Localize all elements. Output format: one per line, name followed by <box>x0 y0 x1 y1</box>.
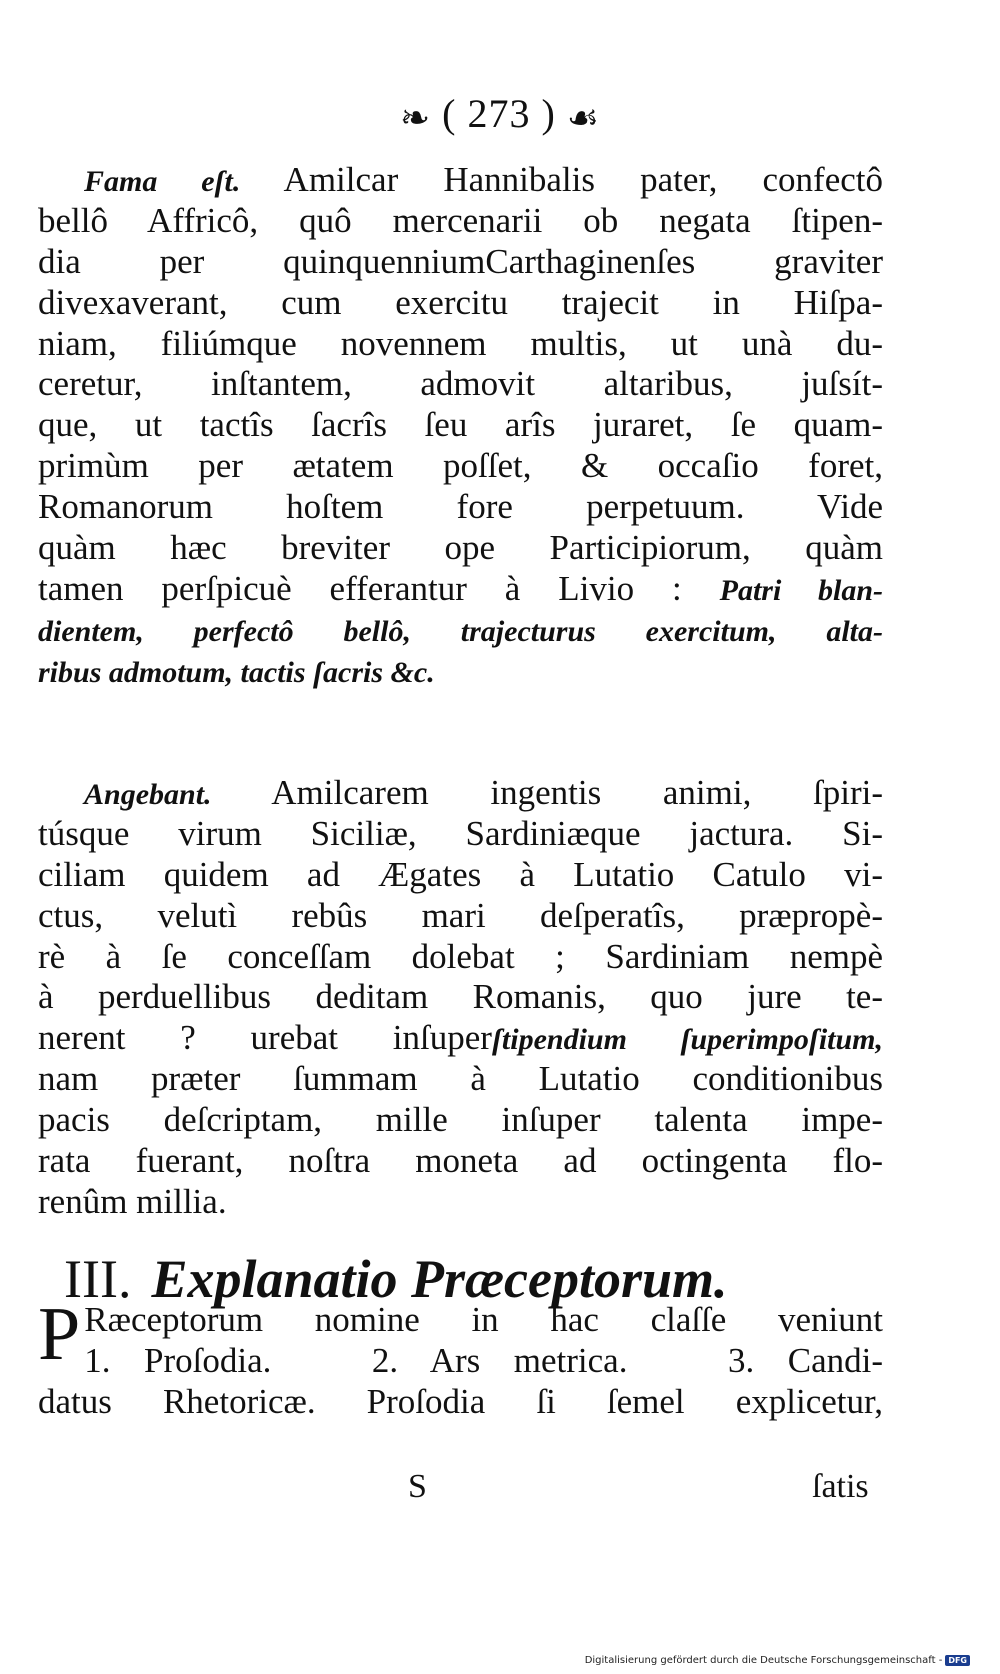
page-header: ❧ ( 273 ) ☙ <box>399 91 601 138</box>
text-line: quàm hæc breviter ope Participiorum, quàm <box>38 528 883 568</box>
text-line: 1. Proſodia. 2. Ars metrica. 3. Candi- <box>84 1340 883 1380</box>
left-ornament-icon: ❧ <box>399 97 432 138</box>
paragraph-praeceptorum <box>38 1292 883 1423</box>
text-line: Angebant. Amilcarem ingentis animi, ſpiri- <box>84 773 883 812</box>
paragraph-lead: Angebant. <box>84 778 212 811</box>
paragraph-fama-est <box>38 160 883 692</box>
right-ornament-icon: ☙ <box>566 97 601 138</box>
text-line: primùm per ætatem poſſet, & occaſio foret, <box>38 446 883 486</box>
text-line: ciliam quidem ad Ægates à Lutatio Catulo vi- <box>38 854 883 894</box>
dfg-logo-icon: DFG <box>945 1655 970 1666</box>
text-line: dia per quinquenniumCarthaginenſes graviter <box>38 241 883 281</box>
text-line: dientem, perfectô bellô, trajecturus exercitum, alta- <box>38 614 883 648</box>
text-line: túsque virum Siciliæ, Sardiniæque jactura. Si- <box>38 813 883 853</box>
text-line: Ræceptorum nomine in hac claſſe veniunt <box>84 1300 883 1339</box>
text-line: pacis deſcriptam, mille inſuper talenta impe- <box>38 1100 883 1140</box>
section-title: Explanatio Præceptorum. <box>151 1249 728 1309</box>
text-line: rata fuerant, noſtra moneta ad octingenta flo- <box>38 1141 883 1181</box>
footer-text: Digitalisierung gefördert durch die Deutsche Forschungsgemeinschaft - <box>584 1655 943 1666</box>
text-line: renûm millia. <box>38 1181 227 1221</box>
catchword: ſatis <box>812 1468 869 1505</box>
text-line: tamen perſpicuè efferantur à Livio : Patri blan- <box>38 568 883 608</box>
digitization-footer <box>585 1655 970 1666</box>
text-line: à perduellibus deditam Romanis, quo jure te- <box>38 977 883 1017</box>
drop-cap: P <box>38 1292 81 1376</box>
paragraph-angebant <box>38 773 883 1223</box>
text-line: ctus, velutì rebûs mari deſperatîs, præpropè- <box>38 895 883 935</box>
text-line: Fama eſt. Amilcar Hannibalis pater, confectô <box>84 160 883 199</box>
text-line: bellô Affricô, quô mercenarii ob negata ſtipen- <box>38 200 883 240</box>
signature-mark: S <box>408 1468 427 1505</box>
text-line: ceretur, inſtantem, admovit altaribus, juſsít- <box>38 364 883 404</box>
text-line: niam, filiúmque novennem multis, ut unà du- <box>38 323 883 363</box>
text-line: nerent ? urebat inſuperſtipendium ſuperimpoſitum, <box>38 1018 883 1058</box>
text-line: ribus admotum, tactis ſacris &c. <box>38 655 435 689</box>
text-line: Romanorum hoſtem fore perpetuum. Vide <box>38 487 883 527</box>
text-line: datus Rhetoricæ. Proſodia ſi ſemel explicetur, <box>38 1381 883 1421</box>
text-line: que, ut tactîs ſacrîs ſeu arîs juraret, ſe quam- <box>38 405 883 445</box>
paragraph-lead: Fama eſt. <box>84 165 241 198</box>
section-number: III. <box>64 1249 132 1309</box>
text-line: nam præter ſummam à Lutatio conditionibus <box>38 1059 883 1099</box>
page-number: 273 <box>467 91 531 136</box>
text-line: divexaverant, cum exercitu trajecit in Hiſpa- <box>38 282 883 322</box>
text-line: rè à ſe conceſſam dolebat ; Sardiniam nempè <box>38 936 883 976</box>
